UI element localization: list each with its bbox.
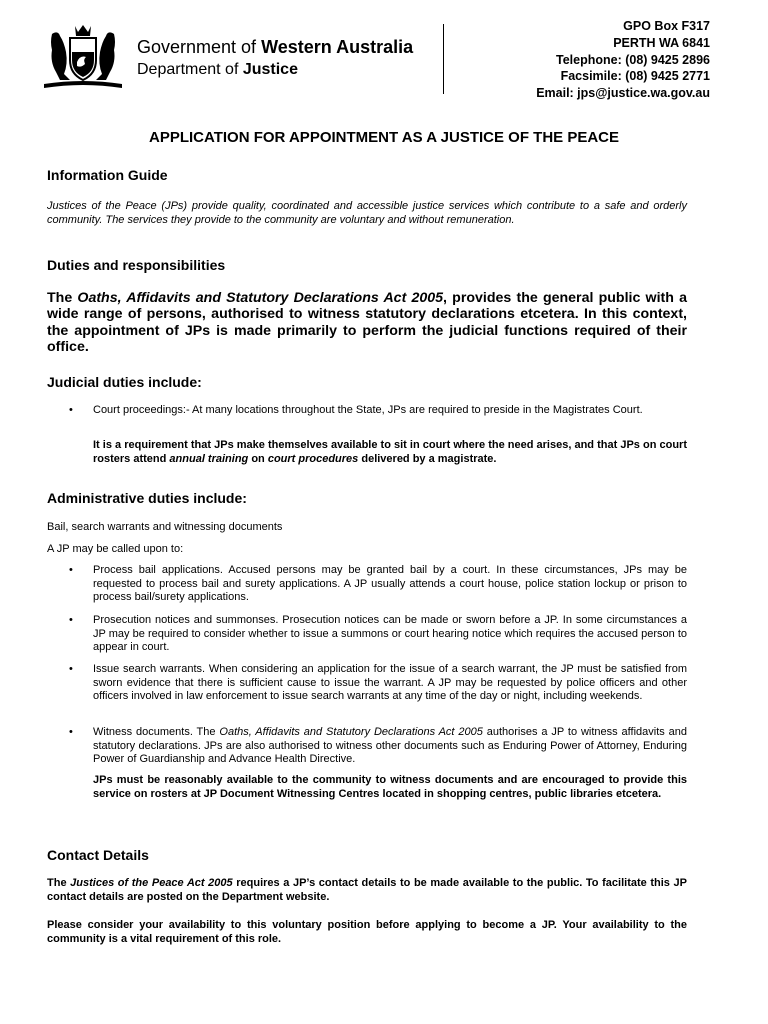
department-logo xyxy=(40,22,446,94)
availability-paragraph: Please consider your availability to this voluntary position before applying to become a JP. Your availability to the community is a vital requirement of this role. xyxy=(47,919,687,945)
bullet-icon: • xyxy=(69,564,73,576)
address-line: GPO Box F317 xyxy=(623,19,710,33)
duties-paragraph: The Oaths, Affidavits and Statutory Declarations Act 2005, provides the general public with a wide range of persons, authorised to witness statutory declarations etcetera. In this context, the appointment of JPs is made primarily to perform the judicial functions required of their office. xyxy=(47,290,687,355)
admin-intro: A JP may be called upon to: xyxy=(47,543,184,555)
coat-of-arms-icon xyxy=(40,22,126,92)
list-item: Witness documents. The Oaths, Affidavits and Statutory Declarations Act 2005 authorises a JP to witness affidavits and statutory declarations. JPs are also authorised to witness other documents such as Enduring Power of Attorney, Enduring Power of Guardianship and Advance Health Directive. xyxy=(93,726,687,766)
judicial-list xyxy=(47,404,687,474)
admin-heading: Administrative duties include: xyxy=(47,490,247,506)
list-item: Issue search warrants. When considering an application for the issue of a search warrant, the JP must be satisfied from sworn evidence that there is sufficient cause to issue the warrant. A JP may be requested by police officers and other officers involved in law enforcement to issue search warrants at any time of the day or night, including weekends. xyxy=(93,663,687,703)
document-title: APPLICATION FOR APPOINTMENT AS A JUSTICE OF THE PEACE xyxy=(148,129,620,146)
email-line: Email: jps@justice.wa.gov.au xyxy=(536,86,710,101)
address-line: PERTH WA 6841 xyxy=(613,35,710,50)
admin-list xyxy=(47,564,687,824)
list-item: Process bail applications. Accused persons may be granted bail by a court. In these circumstances, JPs may be requested to process bail and surety applications. A JP usually attends a court house, police station lockup or prison to process bail/surety applications. xyxy=(93,564,687,604)
bullet-icon: • xyxy=(69,726,73,738)
info-guide-heading: Information Guide xyxy=(47,167,168,183)
address-block xyxy=(536,18,710,102)
list-item: Court proceedings:- At many locations throughout the State, JPs are required to preside in the Magistrates Court. xyxy=(93,404,643,416)
bullet-icon: • xyxy=(69,663,73,675)
logo-divider xyxy=(443,24,444,94)
contact-heading: Contact Details xyxy=(47,847,149,863)
duties-heading: Duties and responsibilities xyxy=(47,257,226,273)
government-name: Government of Western Australia xyxy=(137,37,414,57)
admin-note: JPs must be reasonably available to the community to witness documents and are encouraged to provide this service on rosters at JP Document Witnessing Centres located in shopping centres, public libraries etcetera. xyxy=(93,774,687,800)
department-name: Department of Justice xyxy=(137,61,298,78)
info-guide-text: Justices of the Peace (JPs) provide quality, coordinated and accessible justice services which contribute to a safe and orderly community. The services they provide to the community are voluntary and without remuneration. xyxy=(47,200,687,226)
bullet-icon: • xyxy=(69,614,73,626)
judicial-note: It is a requirement that JPs make themselves available to sit in court where the need arises, and that JPs on court rosters attend annual training on court procedures delivered by a magistrate. xyxy=(93,439,687,465)
admin-subheading: Bail, search warrants and witnessing documents xyxy=(47,521,283,533)
judicial-heading: Judicial duties include: xyxy=(47,374,202,390)
contact-paragraph: The Justices of the Peace Act 2005 requires a JP’s contact details to be made available to the public. To facilitate this JP contact details are posted on the Department website. xyxy=(47,877,687,903)
telephone-line: Telephone: (08) 9425 2896 xyxy=(555,52,710,67)
list-item: Prosecution notices and summonses. Prosecution notices can be made or sworn before a JP. In some circumstances a JP may be required to consider whether to issue a summons or court hearing notice which requires the accused person to appear in court. xyxy=(93,614,687,654)
facsimile-line: Facsimile: (08) 9425 2771 xyxy=(560,69,710,84)
bullet-icon: • xyxy=(69,404,73,416)
